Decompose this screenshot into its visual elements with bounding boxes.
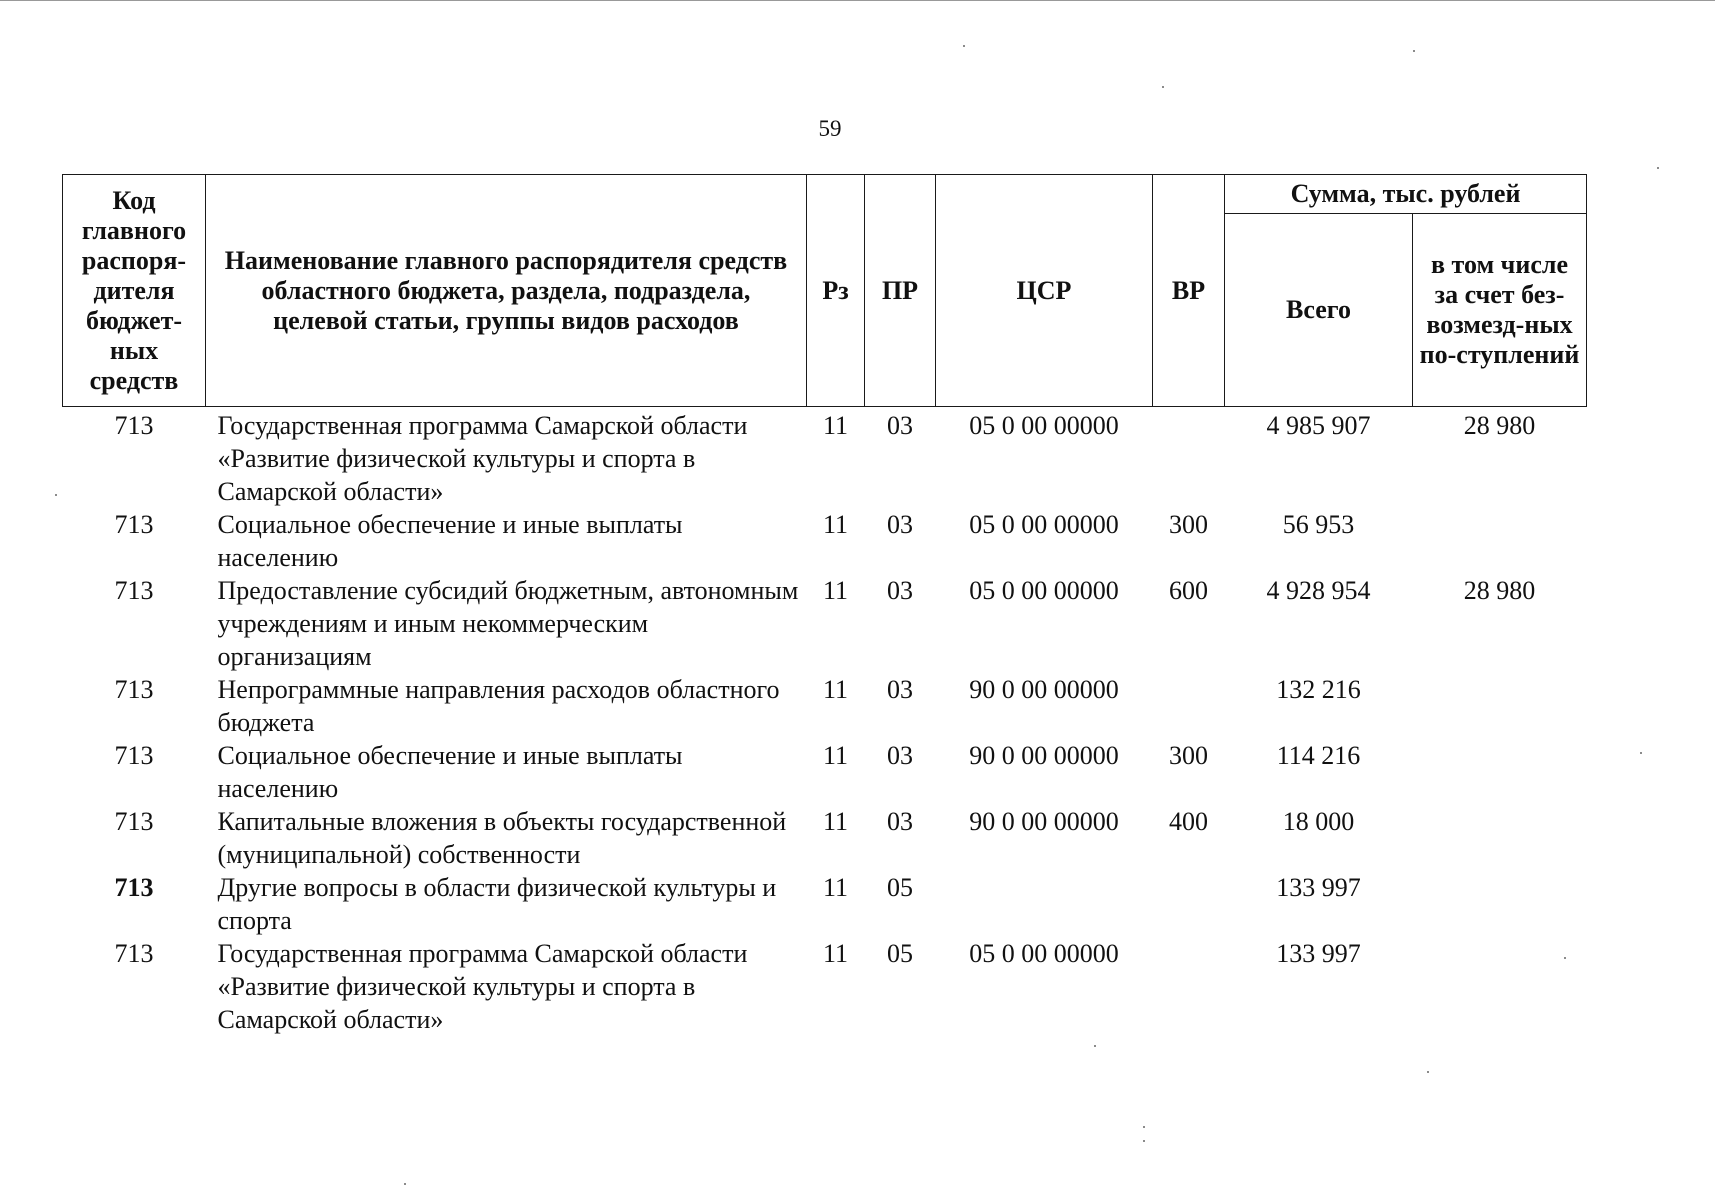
header-grants: в том числе за счет без-возмезд-ных по-ступлений xyxy=(1413,214,1587,407)
cell-grants: 28 980 xyxy=(1463,411,1536,440)
cell-total: 56 953 xyxy=(1282,510,1355,539)
cell-vr xyxy=(1153,673,1225,739)
cell-total: 4 985 907 xyxy=(1266,411,1371,440)
budget-table xyxy=(62,174,1587,1036)
cell-name: Государственная программа Самарской области «Развитие физической культуры и спорта в Самарской области» xyxy=(217,939,748,1034)
scan-speck xyxy=(1640,752,1642,754)
cell-code: 713 xyxy=(114,939,154,968)
cell-total: 114 216 xyxy=(1276,741,1361,770)
header-sum-group: Сумма, тыс. рублей xyxy=(1225,175,1587,214)
cell-pr: 03 xyxy=(887,741,913,770)
cell-vr: 600 xyxy=(1169,576,1208,605)
cell-name: Непрограммные направления расходов областного бюджета xyxy=(217,675,780,737)
cell-total: 133 997 xyxy=(1276,939,1361,968)
cell-grants xyxy=(1413,805,1587,871)
table-row xyxy=(63,739,1587,805)
cell-vr xyxy=(1153,937,1225,1036)
cell-total: 132 216 xyxy=(1276,675,1361,704)
scan-speck xyxy=(1413,50,1415,52)
scan-speck xyxy=(1143,1140,1145,1142)
cell-grants xyxy=(1413,937,1587,1036)
cell-rz: 11 xyxy=(822,807,849,836)
scan-speck xyxy=(404,1183,406,1185)
cell-pr: 03 xyxy=(887,675,913,704)
cell-code: 713 xyxy=(114,807,154,836)
cell-rz: 11 xyxy=(822,576,849,605)
cell-name: Предоставление субсидий бюджетным, автономным учреждениям и иным некоммерческим организациям xyxy=(217,576,799,671)
table-row xyxy=(63,407,1587,509)
cell-csr xyxy=(936,871,1153,937)
table-row xyxy=(63,937,1587,1036)
cell-pr: 03 xyxy=(887,411,913,440)
header-code: Код главного распоря-дителя бюджет-ных средств xyxy=(63,175,206,407)
cell-rz: 11 xyxy=(822,411,849,440)
cell-csr: 90 0 00 00000 xyxy=(969,675,1119,704)
header-name: Наименование главного распорядителя средств областного бюджета, раздела, подраздела, целевой статьи, группы видов расходов xyxy=(206,175,807,407)
cell-name: Социальное обеспечение и иные выплаты населению xyxy=(217,741,683,803)
cell-vr: 300 xyxy=(1169,741,1208,770)
cell-grants: 28 980 xyxy=(1463,576,1536,605)
cell-rz: 11 xyxy=(822,510,849,539)
cell-code: 713 xyxy=(114,510,154,539)
scan-speck xyxy=(55,494,57,496)
cell-csr: 05 0 00 00000 xyxy=(969,939,1119,968)
cell-code: 713 xyxy=(114,576,154,605)
scan-speck xyxy=(1564,957,1566,959)
cell-csr: 05 0 00 00000 xyxy=(969,510,1119,539)
cell-csr: 90 0 00 00000 xyxy=(969,807,1119,836)
scan-speck xyxy=(1427,1071,1429,1073)
cell-csr: 05 0 00 00000 xyxy=(969,411,1119,440)
cell-total: 4 928 954 xyxy=(1266,576,1371,605)
cell-pr: 03 xyxy=(887,576,913,605)
cell-csr: 05 0 00 00000 xyxy=(969,576,1119,605)
scan-speck xyxy=(1657,167,1659,169)
cell-grants xyxy=(1413,871,1587,937)
page-top-edge xyxy=(0,0,1715,1)
cell-pr: 05 xyxy=(887,873,913,902)
scan-speck xyxy=(963,45,965,47)
cell-csr: 90 0 00 00000 xyxy=(969,741,1119,770)
cell-grants xyxy=(1413,508,1587,574)
header-csr: ЦСР xyxy=(936,175,1153,407)
table-row xyxy=(63,574,1587,673)
table-row xyxy=(63,805,1587,871)
cell-name: Социальное обеспечение и иные выплаты населению xyxy=(217,510,683,572)
table-row xyxy=(63,508,1587,574)
cell-code: 713 xyxy=(114,741,154,770)
cell-pr: 03 xyxy=(887,510,913,539)
cell-rz: 11 xyxy=(822,873,849,902)
cell-code: 713 xyxy=(114,873,154,902)
cell-vr xyxy=(1153,407,1225,509)
cell-total: 18 000 xyxy=(1282,807,1355,836)
cell-rz: 11 xyxy=(822,939,849,968)
cell-name: Капитальные вложения в объекты государственной (муниципальной) собственности xyxy=(217,807,787,869)
cell-name: Другие вопросы в области физической культуры и спорта xyxy=(217,873,777,935)
header-total: Всего xyxy=(1225,214,1413,407)
scan-speck xyxy=(1143,1126,1145,1128)
cell-vr: 400 xyxy=(1169,807,1208,836)
cell-vr xyxy=(1153,871,1225,937)
cell-pr: 05 xyxy=(887,939,913,968)
cell-vr: 300 xyxy=(1169,510,1208,539)
cell-grants xyxy=(1413,673,1587,739)
cell-code: 713 xyxy=(114,411,154,440)
page-number: 59 xyxy=(818,116,842,141)
header-rz: Рз xyxy=(807,175,865,407)
cell-code: 713 xyxy=(114,675,154,704)
cell-pr: 03 xyxy=(887,807,913,836)
cell-rz: 11 xyxy=(822,675,849,704)
cell-total: 133 997 xyxy=(1276,873,1361,902)
table-row xyxy=(63,673,1587,739)
cell-rz: 11 xyxy=(822,741,849,770)
table-row xyxy=(63,871,1587,937)
scan-speck xyxy=(1094,1045,1096,1047)
cell-grants xyxy=(1413,739,1587,805)
scan-speck xyxy=(1162,86,1164,88)
header-pr: ПР xyxy=(865,175,936,407)
cell-name: Государственная программа Самарской области «Развитие физической культуры и спорта в Самарской области» xyxy=(217,411,748,506)
header-vr: ВР xyxy=(1153,175,1225,407)
